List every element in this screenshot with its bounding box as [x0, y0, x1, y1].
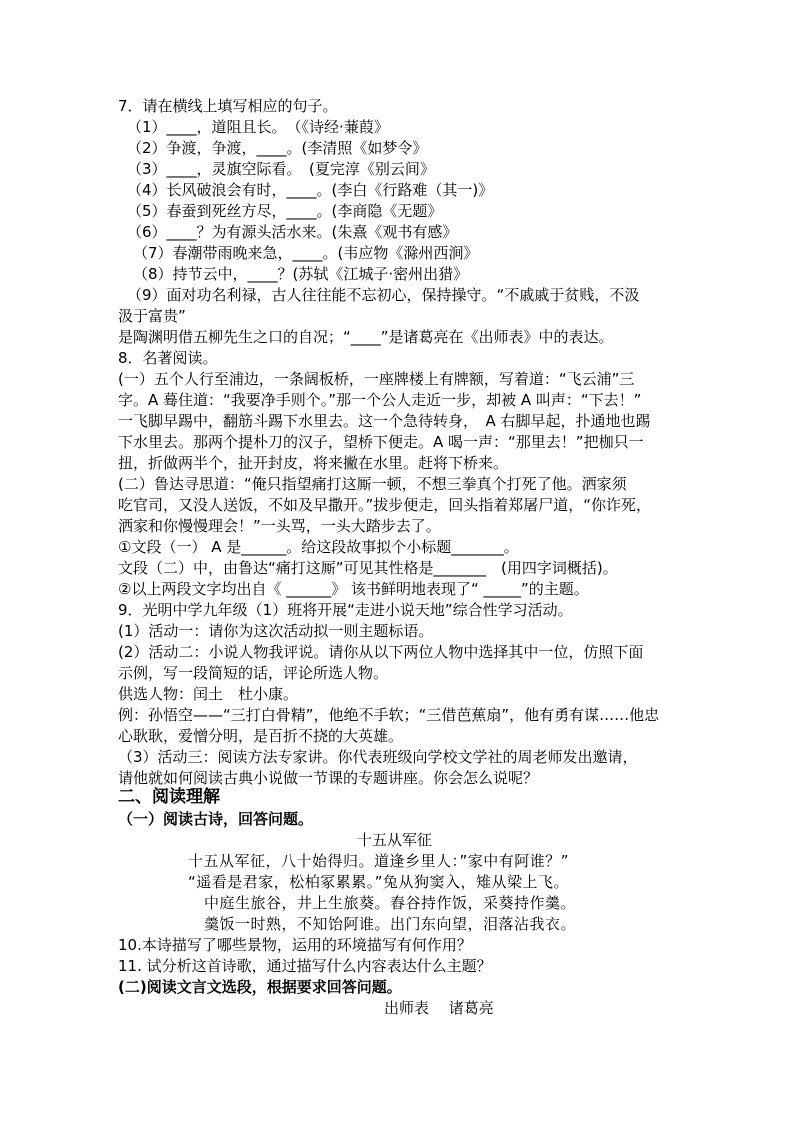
q7-item-3: （3）____，灵旗空际看。 (夏完淳《别云间》 — [127, 160, 435, 178]
q7-item-9: （9）面对功名利禄，古人往往能不忘初心，保持操守。“不戚戚于贫贱，不汲 — [127, 286, 640, 304]
subsection-heading-poem: （一）阅读古诗，回答问题。 — [118, 810, 314, 828]
q8-subquestion: ②以上两段文字均出自《 ______》 该书鲜明地表现了“ _____”的主题。 — [118, 580, 589, 598]
q7-item-1: （1）____，道阻且长。 （《诗经·蒹葭》 — [127, 118, 389, 136]
q9-example: 例：孙悟空——“三打白骨精”，他绝不手软；“三借芭蕉扇”，他有勇有谋……他忠 — [118, 706, 660, 724]
poem-title: 十五从军征 — [357, 831, 433, 849]
poem-line: 中庭生旅谷，井上生旅葵。舂谷持作饭，采葵持作羹。 — [204, 894, 577, 912]
q8-line: 洒家和你慢慢理会！”一头骂，一头大踏步去了。 — [118, 517, 441, 535]
q7-item-2: （2）争渡，争渡，____。(李清照《如梦令》 — [127, 139, 428, 157]
question-11: 11. 试分析这首诗歌，通过描写什么内容表达什么主题？ — [118, 957, 492, 975]
q7-item-8: （8）持节云中，____？(苏轼《江城子·密州出猎》 — [133, 265, 469, 283]
q7-item-10: 是陶渊明借五柳先生之口的自况；“____”是诸葛亮在《出师表》中的表达。 — [118, 328, 614, 346]
subsection-heading-prose: (二)阅读文言文选段，根据要求回答问题。 — [118, 978, 402, 996]
q9-example: 心耿耿，爱憎分明，是百折不挠的大英雄。 — [118, 727, 404, 745]
q7-title: 7．请在横线上填写相应的句子。 — [118, 97, 338, 115]
q9-title: 9．光明中学九年级（1）班将开展“走进小说天地”综合性学习活动。 — [118, 601, 573, 619]
q8-line: 吃官司，又没人送饭，不如及早撒开。”拔步便走，回头指着郑屠尸道，“你诈死， — [118, 496, 652, 514]
q9-line: (2）活动二：小说人物我评说。请你从以下两位人物中选择其中一位，仿照下面 — [118, 643, 644, 661]
question-10: 10.本诗描写了哪些景物，运用的环境描写有何作用？ — [118, 936, 472, 954]
q8-line: 扭，折做两半个，扯开封皮，将来撇在水里。赶将下桥来。 — [118, 454, 509, 472]
poem-line: “遥看是君家，松柏冢累累。”兔从狗窦入，雉从梁上飞。 — [188, 873, 570, 891]
q8-subquestion: 文段（二）中，由鲁达“痛打这厮”可见其性格是_______ (用四字词概括)。 — [118, 559, 618, 577]
q7-item-5: （5）春蚕到死丝方尽，____。(李商隐《无题》 — [127, 202, 443, 220]
q9-line: (1）活动一：请你为这次活动拟一则主题标语。 — [118, 622, 434, 640]
q8-line: (二）鲁达寻思道：“俺只指望痛打这厮一顿，不想三拳真个打死了他。洒家须 — [118, 475, 627, 493]
q9-line: 请他就如何阅读古典小说做一节课的专题讲座。你会怎么说呢？ — [118, 769, 539, 787]
prose-title: 出师表 诸葛亮 — [384, 999, 494, 1017]
q9-line: 供选人物：闰土 杜小康。 — [118, 685, 299, 703]
section-heading: 二、阅读理解 — [118, 787, 220, 807]
q8-line: 一飞脚早踢中，翻筋斗踢下水里去。这一个急待转身， A 右脚早起，扑通地也踢 — [118, 412, 651, 430]
q8-line: 下水里去。那两个提朴刀的汉子，望桥下便走。A 喝一声：“那里去！”把枷只一 — [118, 433, 644, 451]
q8-title: 8．名著阅读。 — [118, 349, 218, 367]
q7-item-7: （7）春潮带雨晚来急，____。(韦应物《滁州西涧》 — [133, 244, 479, 262]
q7-item-4: （4）长风破浪会有时，____。(李白《行路难（其一)》 — [127, 181, 494, 199]
q9-line: （3）活动三：阅读方法专家讲。你代表班级向学校文学社的周老师发出邀请， — [118, 748, 638, 766]
q9-line: 示例，写一段简短的话，评论所选人物。 — [118, 664, 389, 682]
q8-subquestion: ①文段（一） A 是______。给这段故事拟个小标题_______。 — [118, 538, 519, 556]
poem-line: 十五从军征，八十始得归。道逢乡里人：”家中有阿谁？” — [188, 852, 570, 870]
q7-item-6: （6）____？为有源头活水来。(朱熹《观书有感》 — [127, 223, 458, 241]
poem-line: 羹饭一时熟，不知饴阿谁。出门东向望，泪落沾我衣。 — [204, 915, 577, 933]
q8-line: (一）五个人行至浦边，一条阔板桥，一座牌楼上有牌额，写着道：“飞云浦”三 — [118, 370, 635, 388]
q8-line: 字。A 蓦住道：“我要净手则个。”那一个公人走近一步，却被 A 叫声：“下去！” — [118, 391, 642, 409]
q7-item-9-cont: 汲于富贵” — [118, 307, 186, 325]
